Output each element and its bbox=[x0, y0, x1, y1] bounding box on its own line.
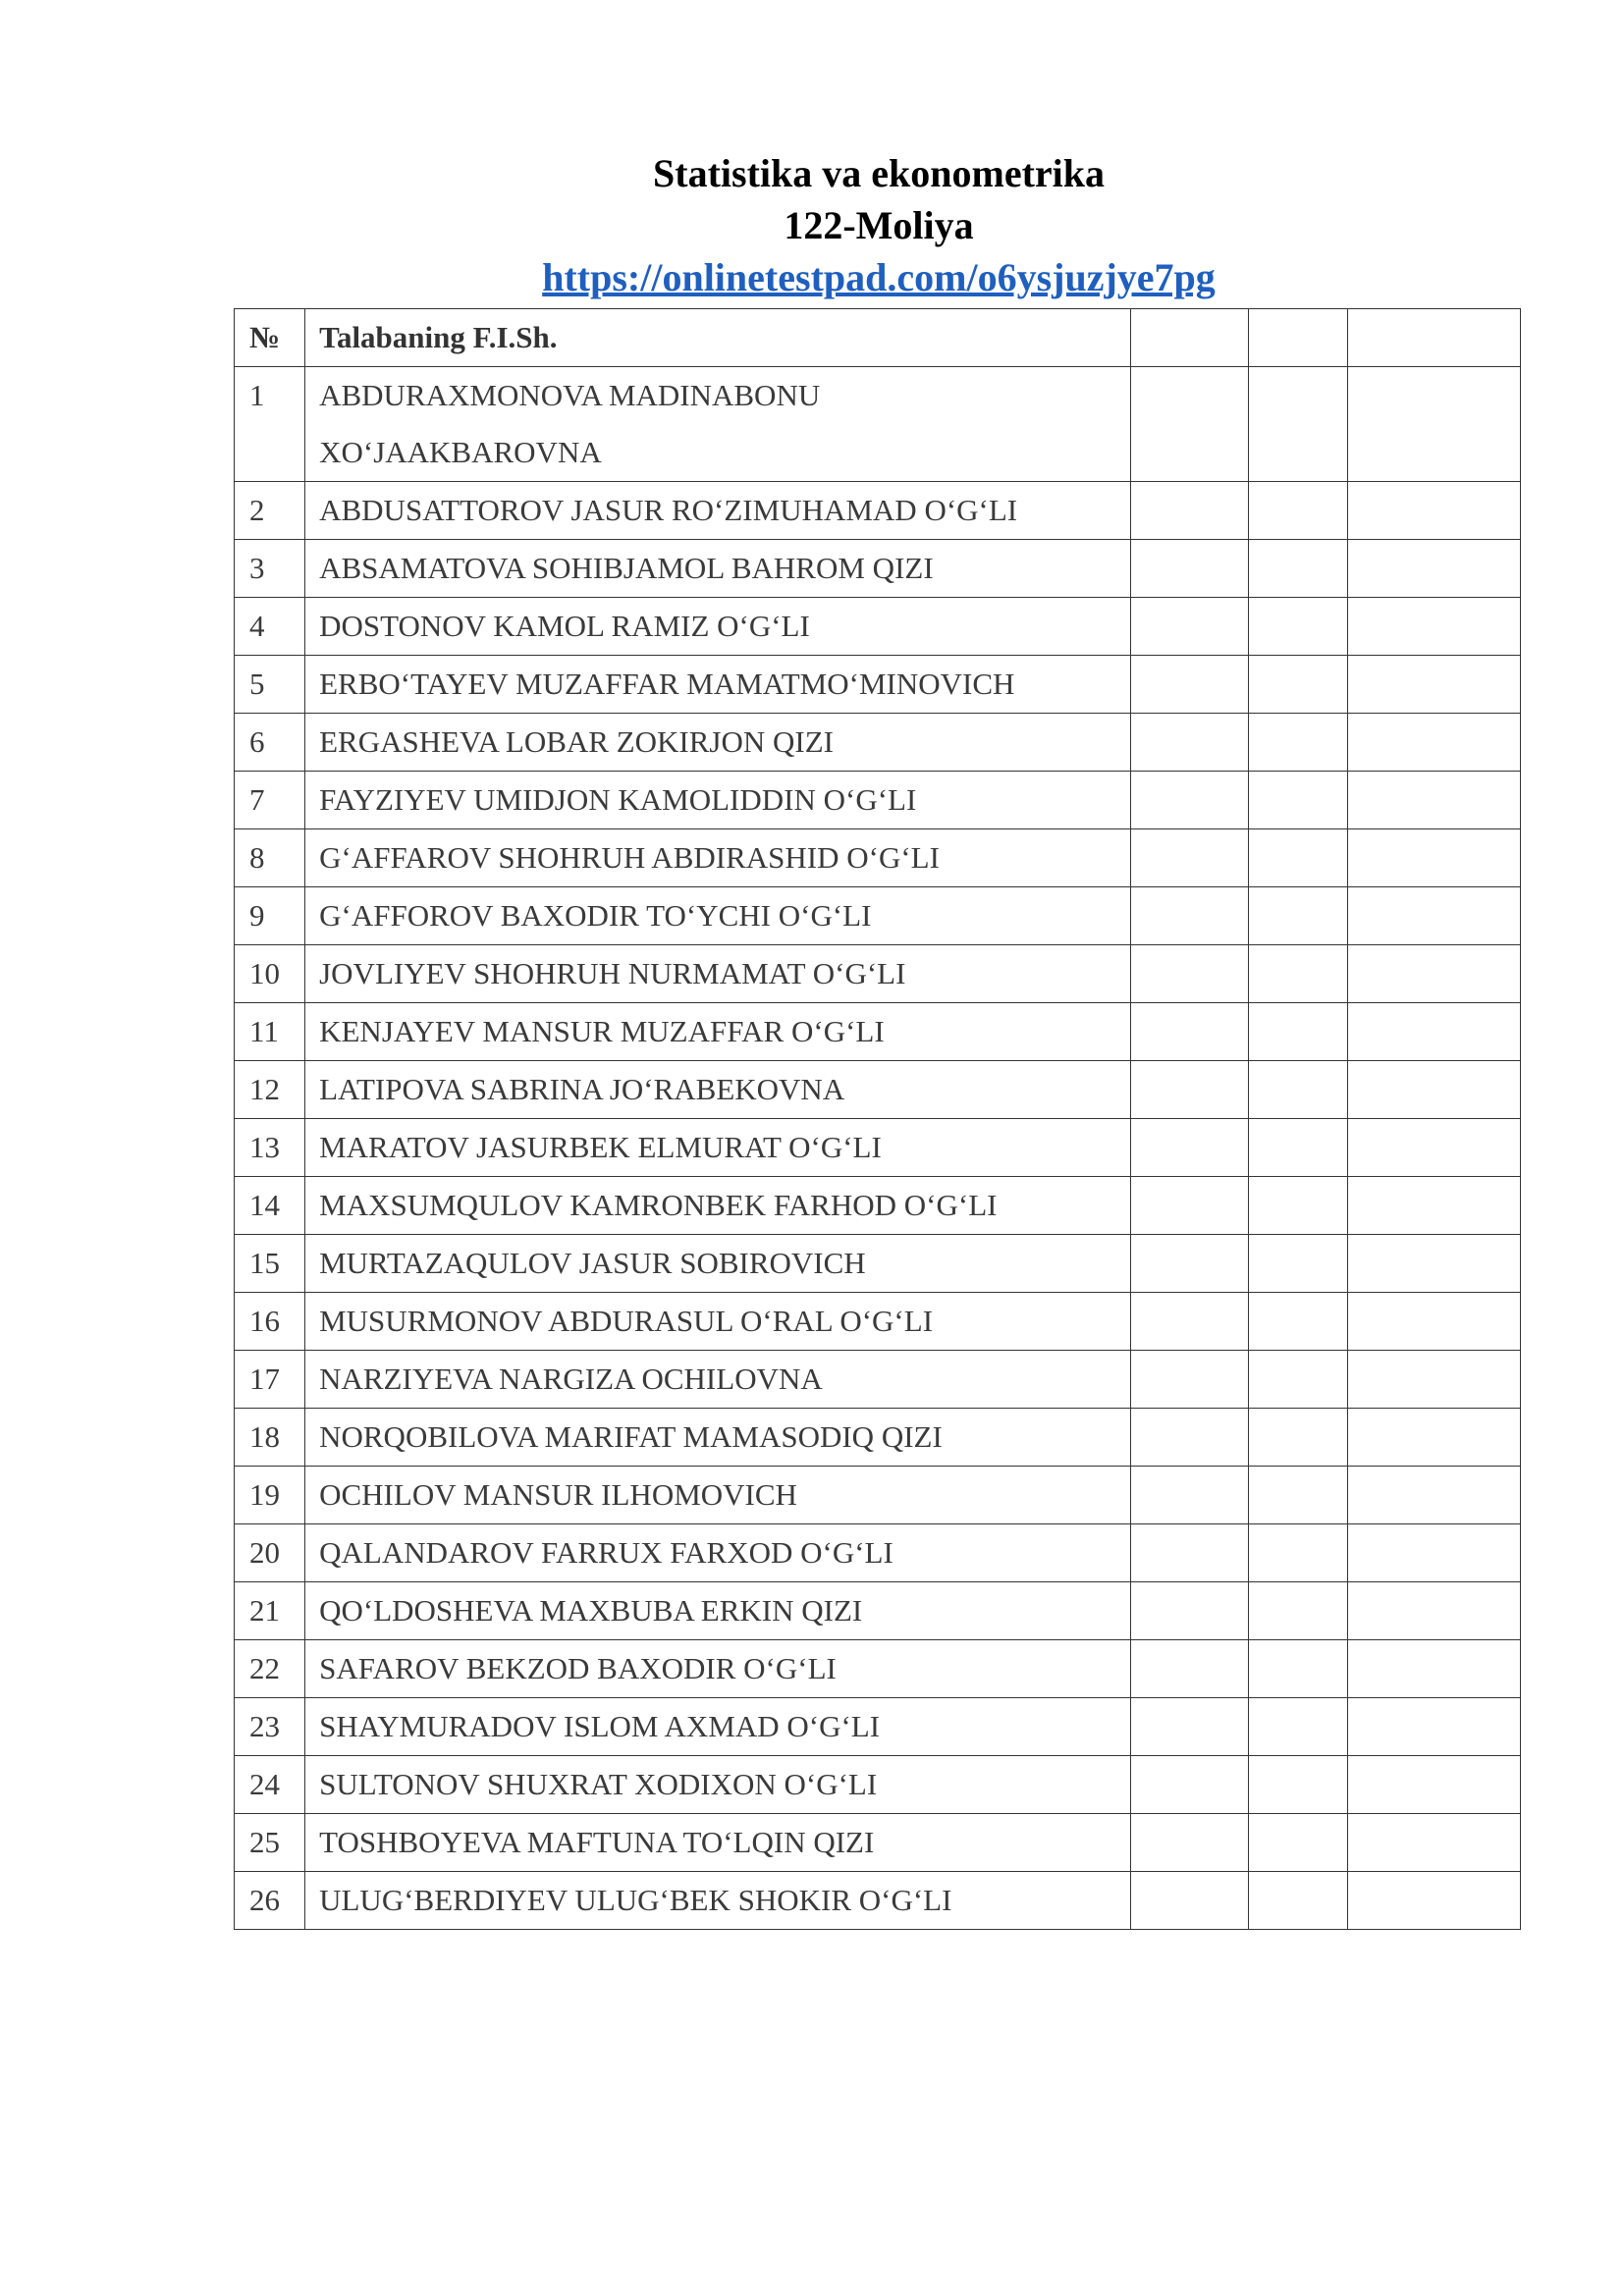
student-name-text: G‘AFFOROV BAXODIR TO‘YCHI O‘G‘LI bbox=[319, 898, 872, 933]
blank-cell-3 bbox=[1347, 1582, 1520, 1640]
blank-cell-3 bbox=[1347, 1235, 1520, 1293]
student-name-text: ERGASHEVA LOBAR ZOKIRJON QIZI bbox=[319, 724, 834, 759]
student-name-text: ULUG‘BERDIYEV ULUG‘BEK SHOKIR O‘G‘LI bbox=[319, 1883, 952, 1917]
blank-cell-1 bbox=[1131, 829, 1248, 887]
table-body bbox=[235, 367, 1521, 1930]
row-number: 5 bbox=[235, 656, 305, 714]
blank-cell-1 bbox=[1131, 1177, 1248, 1235]
row-number: 26 bbox=[235, 1872, 305, 1930]
student-name bbox=[305, 598, 1131, 656]
row-number: 17 bbox=[235, 1351, 305, 1409]
table-row bbox=[235, 1640, 1521, 1698]
row-number: 7 bbox=[235, 772, 305, 829]
row-number: 13 bbox=[235, 1119, 305, 1177]
row-number: 4 bbox=[235, 598, 305, 656]
row-number: 15 bbox=[235, 1235, 305, 1293]
blank-cell-1 bbox=[1131, 598, 1248, 656]
blank-cell-1 bbox=[1131, 1698, 1248, 1756]
student-name bbox=[305, 1235, 1131, 1293]
blank-cell-2 bbox=[1248, 714, 1347, 772]
student-name-text: SHAYMURADOV ISLOM AXMAD O‘G‘LI bbox=[319, 1709, 881, 1743]
table-row bbox=[235, 1003, 1521, 1061]
row-number: 25 bbox=[235, 1814, 305, 1872]
table-row bbox=[235, 540, 1521, 598]
student-name bbox=[305, 1524, 1131, 1582]
row-number: 22 bbox=[235, 1640, 305, 1698]
blank-cell-2 bbox=[1248, 945, 1347, 1003]
header-number: № bbox=[235, 309, 305, 367]
table-row bbox=[235, 772, 1521, 829]
table-row bbox=[235, 1872, 1521, 1930]
blank-cell-2 bbox=[1248, 598, 1347, 656]
student-name-text: DOSTONOV KAMOL RAMIZ O‘G‘LI bbox=[319, 609, 810, 643]
blank-cell-3 bbox=[1347, 1293, 1520, 1351]
blank-cell-3 bbox=[1347, 1524, 1520, 1582]
blank-cell-2 bbox=[1248, 1003, 1347, 1061]
blank-cell-1 bbox=[1131, 772, 1248, 829]
document-header bbox=[0, 147, 1624, 303]
blank-cell-2 bbox=[1248, 1061, 1347, 1119]
student-name bbox=[305, 945, 1131, 1003]
blank-cell-2 bbox=[1248, 656, 1347, 714]
table-row bbox=[235, 482, 1521, 540]
blank-cell-1 bbox=[1131, 1467, 1248, 1524]
table-row bbox=[235, 945, 1521, 1003]
blank-cell-3 bbox=[1347, 1003, 1520, 1061]
table-row bbox=[235, 1814, 1521, 1872]
blank-cell-2 bbox=[1248, 1351, 1347, 1409]
blank-cell-3 bbox=[1347, 656, 1520, 714]
student-name-text: ERBO‘TAYEV MUZAFFAR MAMATMO‘MINOVICH bbox=[319, 667, 1015, 701]
blank-cell-1 bbox=[1131, 1351, 1248, 1409]
student-name bbox=[305, 656, 1131, 714]
blank-cell-1 bbox=[1131, 1119, 1248, 1177]
blank-cell-2 bbox=[1248, 1872, 1347, 1930]
blank-cell-2 bbox=[1248, 1119, 1347, 1177]
blank-cell-2 bbox=[1248, 1177, 1347, 1235]
blank-cell-2 bbox=[1248, 1582, 1347, 1640]
test-link[interactable]: https://onlinetestpad.com/o6ysjuzjye7pg bbox=[542, 255, 1216, 299]
table-row bbox=[235, 829, 1521, 887]
blank-cell-1 bbox=[1131, 1235, 1248, 1293]
table-row bbox=[235, 1524, 1521, 1582]
blank-cell-3 bbox=[1347, 1119, 1520, 1177]
blank-cell-3 bbox=[1347, 482, 1520, 540]
blank-cell-1 bbox=[1131, 540, 1248, 598]
table-row bbox=[235, 887, 1521, 945]
blank-cell-2 bbox=[1248, 1409, 1347, 1467]
group-name: 122-Moliya bbox=[784, 203, 974, 247]
table-row bbox=[235, 1061, 1521, 1119]
student-name-text: KENJAYEV MANSUR MUZAFFAR O‘G‘LI bbox=[319, 1014, 885, 1048]
row-number: 21 bbox=[235, 1582, 305, 1640]
table-row bbox=[235, 714, 1521, 772]
blank-cell-2 bbox=[1248, 1814, 1347, 1872]
blank-cell-3 bbox=[1347, 1814, 1520, 1872]
blank-cell-2 bbox=[1248, 1524, 1347, 1582]
blank-cell-1 bbox=[1131, 1524, 1248, 1582]
blank-cell-2 bbox=[1248, 1698, 1347, 1756]
blank-cell-1 bbox=[1131, 1872, 1248, 1930]
row-number: 3 bbox=[235, 540, 305, 598]
blank-cell-1 bbox=[1131, 656, 1248, 714]
student-name bbox=[305, 1872, 1131, 1930]
row-number: 19 bbox=[235, 1467, 305, 1524]
table-row bbox=[235, 1119, 1521, 1177]
blank-cell-3 bbox=[1347, 772, 1520, 829]
blank-cell-2 bbox=[1248, 540, 1347, 598]
student-roster-table bbox=[234, 308, 1521, 1930]
blank-cell-3 bbox=[1347, 1177, 1520, 1235]
blank-cell-3 bbox=[1347, 714, 1520, 772]
student-name-text: QO‘LDOSHEVA MAXBUBA ERKIN QIZI bbox=[319, 1593, 863, 1628]
blank-cell-1 bbox=[1131, 1061, 1248, 1119]
table-row bbox=[235, 1756, 1521, 1814]
student-name bbox=[305, 1351, 1131, 1409]
table-row bbox=[235, 1293, 1521, 1351]
student-name bbox=[305, 482, 1131, 540]
blank-cell-2 bbox=[1248, 1640, 1347, 1698]
blank-cell-1 bbox=[1131, 482, 1248, 540]
table-header-row bbox=[235, 309, 1521, 367]
blank-cell-2 bbox=[1248, 1293, 1347, 1351]
student-name-text: MURTAZAQULOV JASUR SOBIROVICH bbox=[319, 1246, 866, 1280]
student-name bbox=[305, 829, 1131, 887]
blank-cell-2 bbox=[1248, 367, 1347, 482]
blank-cell-1 bbox=[1131, 367, 1248, 482]
student-name-text: NARZIYEVA NARGIZA OCHILOVNA bbox=[319, 1362, 823, 1396]
row-number: 1 bbox=[235, 367, 305, 482]
table-row bbox=[235, 598, 1521, 656]
blank-cell-2 bbox=[1248, 1467, 1347, 1524]
student-name-text: FAYZIYEV UMIDJON KAMOLIDDIN O‘G‘LI bbox=[319, 782, 917, 817]
blank-cell-1 bbox=[1131, 1814, 1248, 1872]
student-name bbox=[305, 1293, 1131, 1351]
blank-cell-3 bbox=[1347, 1467, 1520, 1524]
student-name-text: SULTONOV SHUXRAT XODIXON O‘G‘LI bbox=[319, 1767, 878, 1801]
table-row bbox=[235, 367, 1521, 482]
row-number: 23 bbox=[235, 1698, 305, 1756]
row-number: 6 bbox=[235, 714, 305, 772]
document-title: Statistika va ekonometrika bbox=[653, 151, 1105, 195]
header-blank-column-2 bbox=[1248, 309, 1347, 367]
table-row bbox=[235, 1467, 1521, 1524]
blank-cell-1 bbox=[1131, 945, 1248, 1003]
row-number: 24 bbox=[235, 1756, 305, 1814]
student-name-text: ABSAMATOVA SOHIBJAMOL BAHROM QIZI bbox=[319, 551, 934, 585]
row-number: 11 bbox=[235, 1003, 305, 1061]
blank-cell-3 bbox=[1347, 1756, 1520, 1814]
student-name bbox=[305, 772, 1131, 829]
blank-cell-2 bbox=[1248, 1235, 1347, 1293]
blank-cell-3 bbox=[1347, 1061, 1520, 1119]
table-row bbox=[235, 1698, 1521, 1756]
table-row bbox=[235, 1235, 1521, 1293]
blank-cell-1 bbox=[1131, 1640, 1248, 1698]
student-name-text: MARATOV JASURBEK ELMURAT O‘G‘LI bbox=[319, 1130, 882, 1164]
blank-cell-2 bbox=[1248, 772, 1347, 829]
student-name-text: JOVLIYEV SHOHRUH NURMAMAT O‘G‘LI bbox=[319, 956, 906, 990]
table-row bbox=[235, 1582, 1521, 1640]
student-name bbox=[305, 1061, 1131, 1119]
blank-cell-3 bbox=[1347, 1640, 1520, 1698]
table-row bbox=[235, 656, 1521, 714]
student-name-text: LATIPOVA SABRINA JO‘RABEKOVNA bbox=[319, 1072, 845, 1106]
blank-cell-1 bbox=[1131, 1756, 1248, 1814]
student-name bbox=[305, 1119, 1131, 1177]
blank-cell-3 bbox=[1347, 1351, 1520, 1409]
student-name-text: NORQOBILOVA MARIFAT MAMASODIQ QIZI bbox=[319, 1419, 943, 1454]
blank-cell-3 bbox=[1347, 598, 1520, 656]
blank-cell-2 bbox=[1248, 1756, 1347, 1814]
table-row bbox=[235, 1177, 1521, 1235]
blank-cell-3 bbox=[1347, 887, 1520, 945]
header-blank-column-3 bbox=[1347, 309, 1520, 367]
row-number: 2 bbox=[235, 482, 305, 540]
student-name bbox=[305, 1698, 1131, 1756]
student-name-text: MAXSUMQULOV KAMRONBEK FARHOD O‘G‘LI bbox=[319, 1188, 998, 1222]
blank-cell-1 bbox=[1131, 1582, 1248, 1640]
student-name bbox=[305, 714, 1131, 772]
table-row bbox=[235, 1351, 1521, 1409]
student-name bbox=[305, 1467, 1131, 1524]
row-number: 12 bbox=[235, 1061, 305, 1119]
blank-cell-3 bbox=[1347, 945, 1520, 1003]
student-name bbox=[305, 1814, 1131, 1872]
student-name bbox=[305, 1003, 1131, 1061]
row-number: 10 bbox=[235, 945, 305, 1003]
table-row bbox=[235, 1409, 1521, 1467]
student-name bbox=[305, 1756, 1131, 1814]
row-number: 8 bbox=[235, 829, 305, 887]
row-number: 20 bbox=[235, 1524, 305, 1582]
student-name-text: TOSHBOYEVA MAFTUNA TO‘LQIN QIZI bbox=[319, 1825, 875, 1859]
row-number: 14 bbox=[235, 1177, 305, 1235]
student-name bbox=[305, 540, 1131, 598]
student-name-text: ABDUSATTOROV JASUR RO‘ZIMUHAMAD O‘G‘LI bbox=[319, 493, 1018, 527]
student-name bbox=[305, 1409, 1131, 1467]
student-name bbox=[305, 887, 1131, 945]
student-name-text: SAFAROV BEKZOD BAXODIR O‘G‘LI bbox=[319, 1651, 837, 1685]
row-number: 16 bbox=[235, 1293, 305, 1351]
student-name-text: G‘AFFAROV SHOHRUH ABDIRASHID O‘G‘LI bbox=[319, 840, 940, 875]
blank-cell-3 bbox=[1347, 1698, 1520, 1756]
blank-cell-2 bbox=[1248, 829, 1347, 887]
blank-cell-1 bbox=[1131, 1409, 1248, 1467]
blank-cell-3 bbox=[1347, 829, 1520, 887]
blank-cell-3 bbox=[1347, 367, 1520, 482]
header-student-name: Talabaning F.I.Sh. bbox=[305, 309, 1131, 367]
blank-cell-2 bbox=[1248, 887, 1347, 945]
blank-cell-3 bbox=[1347, 1872, 1520, 1930]
student-name bbox=[305, 1582, 1131, 1640]
blank-cell-1 bbox=[1131, 714, 1248, 772]
blank-cell-1 bbox=[1131, 1003, 1248, 1061]
student-name bbox=[305, 1177, 1131, 1235]
blank-cell-2 bbox=[1248, 482, 1347, 540]
blank-cell-1 bbox=[1131, 887, 1248, 945]
blank-cell-1 bbox=[1131, 1293, 1248, 1351]
student-name bbox=[305, 367, 1131, 482]
student-name-text: ABDURAXMONOVA MADINABONU XO‘JAAKBAROVNA bbox=[319, 378, 821, 469]
student-name bbox=[305, 1640, 1131, 1698]
row-number: 9 bbox=[235, 887, 305, 945]
student-name-text: QALANDAROV FARRUX FARXOD O‘G‘LI bbox=[319, 1535, 893, 1570]
blank-cell-3 bbox=[1347, 1409, 1520, 1467]
header-blank-column-1 bbox=[1131, 309, 1248, 367]
row-number: 18 bbox=[235, 1409, 305, 1467]
student-name-text: OCHILOV MANSUR ILHOMOVICH bbox=[319, 1477, 797, 1512]
student-name-text: MUSURMONOV ABDURASUL O‘RAL O‘G‘LI bbox=[319, 1304, 934, 1338]
blank-cell-3 bbox=[1347, 540, 1520, 598]
